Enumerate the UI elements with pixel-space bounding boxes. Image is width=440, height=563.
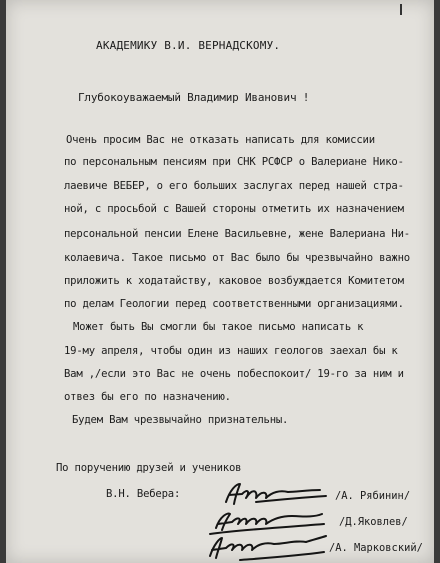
body-line-12: отвез бы его по назначению.	[64, 391, 231, 403]
body-line-9: Может быть Вы смогли бы такое письмо написать к	[73, 321, 364, 333]
signatory-ryabinin: /А. Рябинин/	[335, 490, 411, 502]
body-line-10: 19-му апреля, чтобы один из наших геологов заехал бы к	[64, 345, 398, 357]
letter-sheet	[6, 0, 434, 563]
signature-3	[210, 536, 326, 560]
body-line-13: Будем Вам чрезвычайно признательны.	[72, 414, 289, 426]
body-line-6: колаевича. Такое письмо от Вас было бы чрезвычайно важно	[64, 252, 410, 264]
signatory-markovsky: /А. Марковский/	[329, 542, 423, 554]
letter-title: АКАДЕМИКУ В.И. ВЕРНАДСКОМУ.	[96, 39, 281, 52]
body-line-4: ной, с просьбой с Вашей стороны отметить их назначением	[64, 203, 404, 215]
signatory-yakovlev: /Д.Яковлев/	[339, 516, 408, 528]
salutation: Глубокоуважаемый Владимир Иванович !	[78, 91, 310, 104]
body-line-7: приложить к ходатайству, каковое возбуждается Комитетом	[64, 275, 404, 287]
on-behalf-line-1: По поручению друзей и учеников	[56, 462, 242, 474]
body-line-2: по персональным пенсиям при СНК РСФСР о Валериане Нико-	[64, 156, 404, 168]
edge-mark	[400, 4, 402, 15]
body-line-11: Вам ,/если это Вас не очень побеспокоит/ 19-го за ним и	[64, 368, 404, 380]
handwritten-signatures	[196, 476, 346, 563]
body-line-1: Очень просим Вас не отказать написать для комиссии	[66, 134, 375, 146]
body-line-5: персональной пенсии Елене Васильевне, жене Валериана Ни-	[64, 228, 410, 240]
signature-2	[210, 514, 324, 534]
signature-1	[226, 484, 326, 504]
body-line-8: по делам Геологии перед соответственными организациями.	[64, 298, 404, 310]
on-behalf-line-2: В.Н. Вебера:	[106, 488, 181, 500]
body-line-3: лаевиче ВЕБЕР, о его больших заслугах перед нашей стра-	[64, 180, 404, 192]
